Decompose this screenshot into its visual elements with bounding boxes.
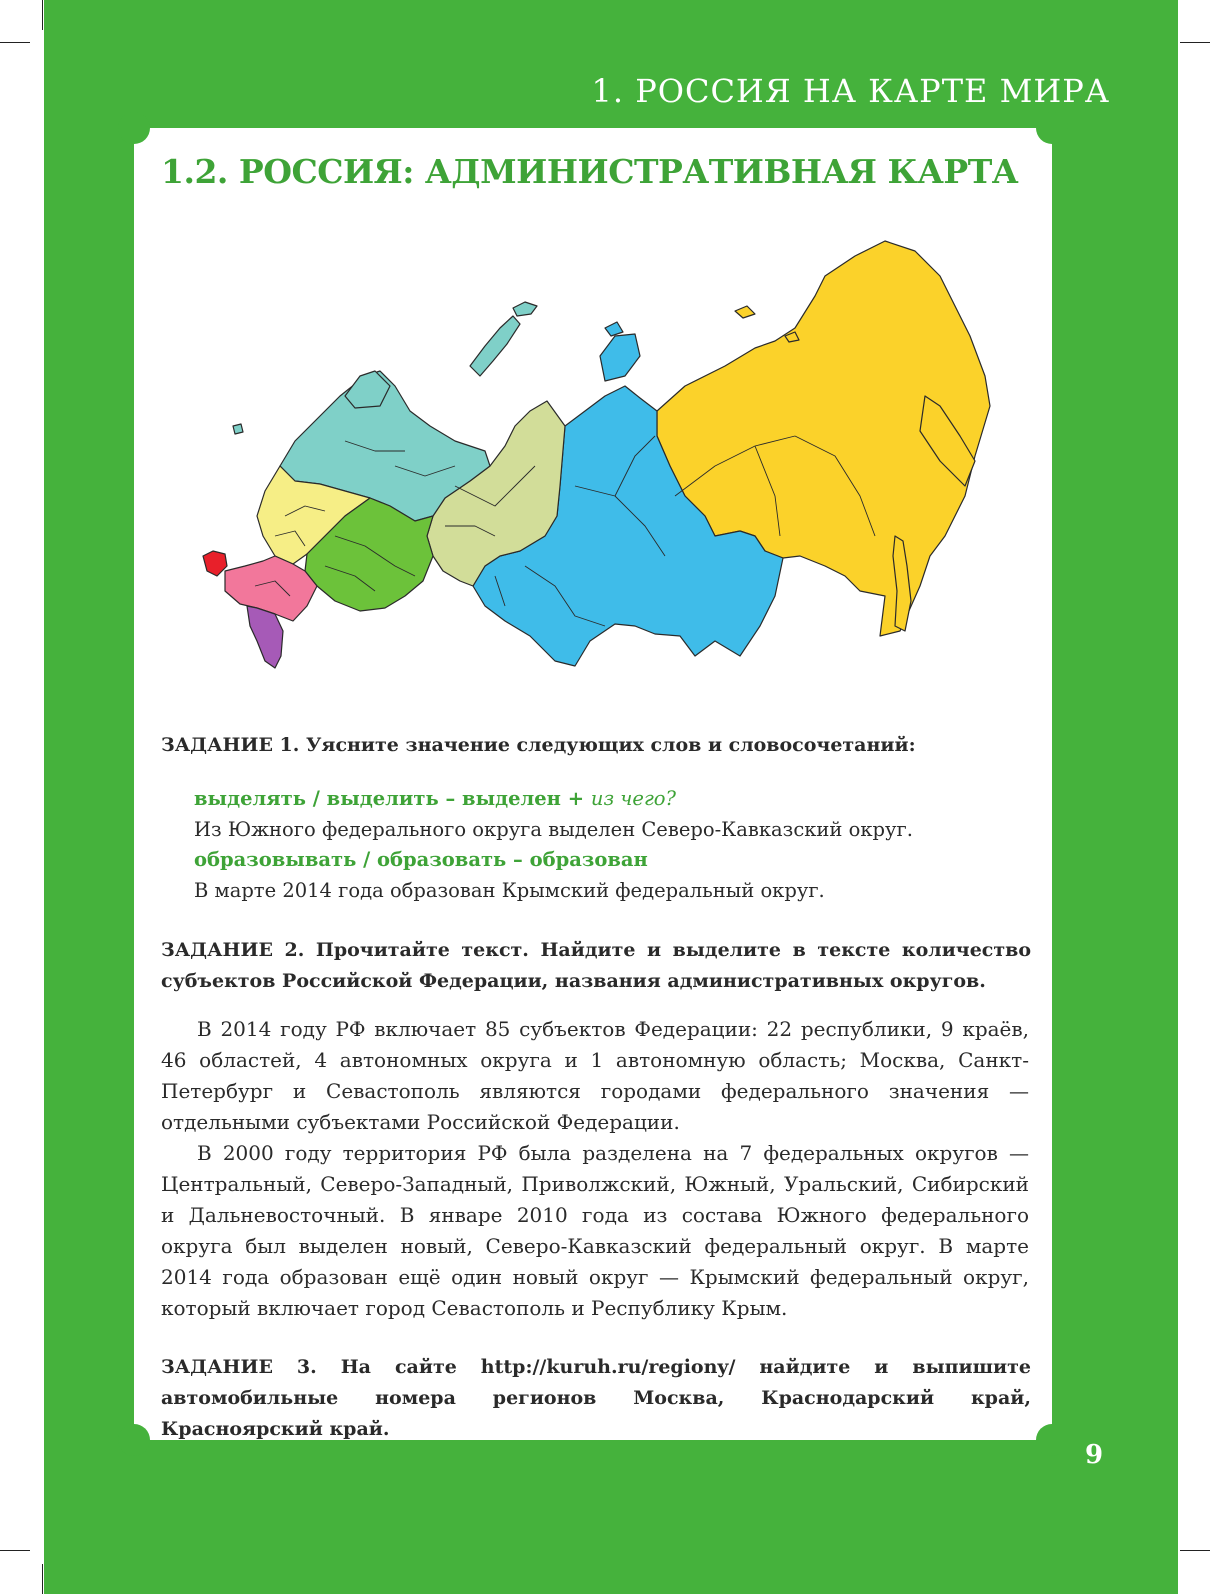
map-region-kaliningrad [233,424,243,434]
map-region-taimyr [600,334,640,381]
map-region-arctic-islands [735,306,755,318]
crop-mark [0,1550,30,1551]
crop-mark [42,0,43,30]
crop-mark [1180,1550,1210,1551]
paragraph: В 2000 году территория РФ была разделена на 7 федеральных округов — Центральный, Северо-Западный, Приволжский, Южный, Уральский, Сибирский и Дальневосточный. В январе 2010 года из состава Южного федерального округа был выделен новый, Северо-Кавказский федеральный округ. В марте 2014 года образован ещё один новый округ — Крымский федеральный округ, который включает город Севастополь и Республику Крым. [161,1141,1029,1320]
card-corner [118,112,150,144]
section-title: 1.2. РОССИЯ: АДМИНИСТРАТИВНАЯ КАРТА [161,152,1019,191]
crop-mark [0,42,30,43]
card-corner [118,1424,150,1456]
task1-vocabulary [194,784,1034,906]
vocab-term: образовывать / образовать – образован [194,848,648,871]
chapter-title: 1. РОССИЯ НА КАРТЕ МИРА [591,72,1110,110]
vocab-example: Из Южного федерального округа выделен Северо-Кавказский округ. [194,817,913,841]
page-number: 9 [1085,1440,1104,1470]
map-region-south [225,556,317,621]
vocab-term: выделять / выделить – выделен + [194,787,585,810]
task1-heading: ЗАДАНИЕ 1. Уясните значение следующих слов и словосочетаний: [161,734,916,756]
crop-mark [1180,42,1210,43]
map-region-arctic-islands [513,302,537,316]
vocab-term-line [194,784,1034,815]
paragraph: В 2014 году РФ включает 85 субъектов Федерации: 22 республики, 9 краёв, 46 областей, 4 автономных округа и 1 автономную область; Москва, Санкт-Петербург и Севастополь являются городами федерального значения — отдельными субъектами Российской Федерации. [161,1017,1029,1134]
task2-text [161,1014,1029,1324]
task2-heading: ЗАДАНИЕ 2. Прочитайте текст. Найдите и выделите в тексте количество субъектов Российской Федерации, названия административных округов. [161,939,1031,992]
map-region-novaya-zemlya [470,316,520,376]
russia-administrative-map [195,236,995,688]
map-region-crimea [203,551,227,576]
card-corner [1036,1424,1068,1456]
map-region-arctic-islands [605,322,623,336]
card-corner [1036,112,1068,144]
vocab-example: В марте 2014 года образован Крымский федеральный округ. [194,878,825,902]
vocab-question: из чего? [590,787,677,810]
crop-mark [42,1564,43,1594]
task3-heading: ЗАДАНИЕ 3. На сайте http://kuruh.ru/regiony/ найдите и выпишите автомобильные номера регионов Москва, Краснодарский край, Красноярский край. [161,1356,1031,1440]
